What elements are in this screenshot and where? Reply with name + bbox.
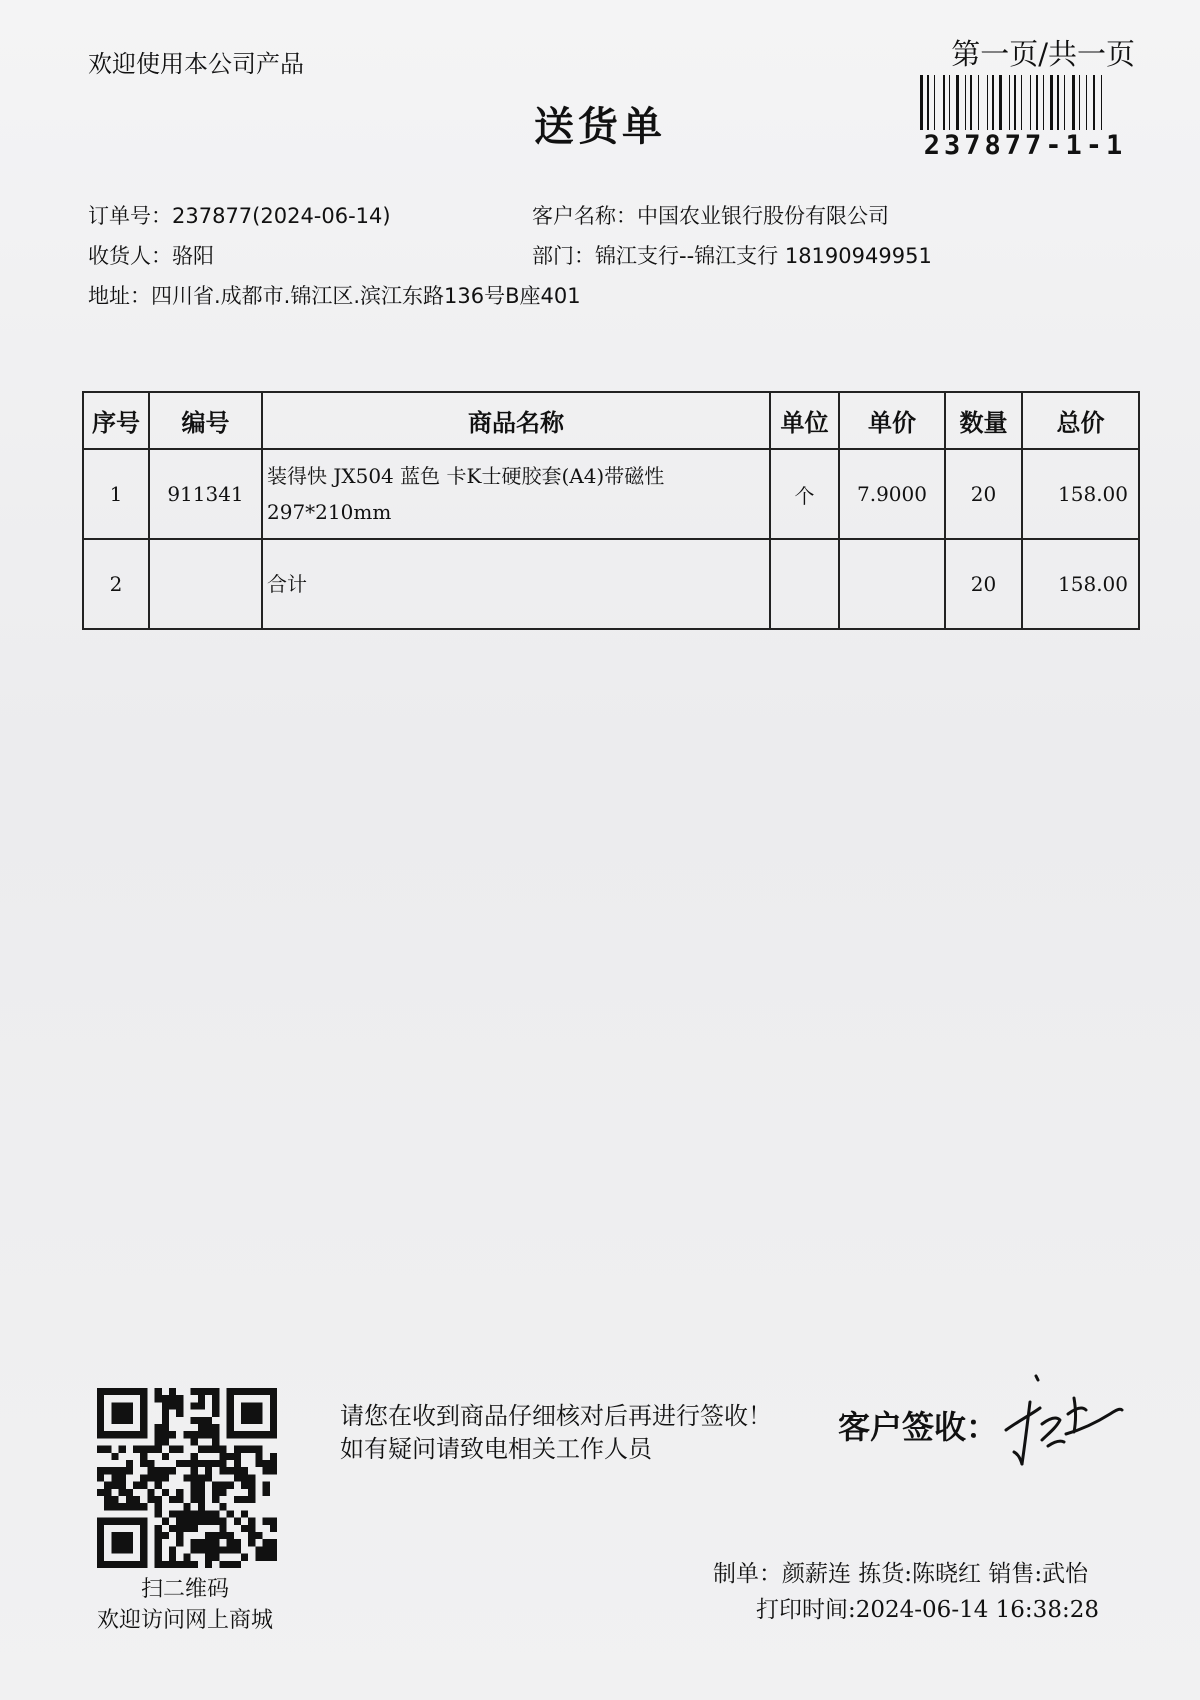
product-size-line: 297*210mm	[267, 500, 392, 524]
department: 部门：锦江支行--锦江支行 18190949951	[532, 244, 932, 268]
header-quantity: 数量	[945, 392, 1022, 449]
cell-code: 911341	[149, 449, 262, 539]
cell-unit-price: 7.9000	[839, 449, 945, 539]
document-title: 送货单	[534, 104, 666, 150]
header-seq: 序号	[83, 392, 149, 449]
cell-quantity: 20	[945, 539, 1022, 629]
cell-unit-price	[839, 539, 945, 629]
page-indicator: 第一页/共一页	[951, 37, 1135, 71]
qr-caption-scan: 扫二维码	[140, 1577, 229, 1602]
cell-total-price: 158.00	[1022, 539, 1139, 629]
customer-sign-label: 客户签收：	[838, 1408, 999, 1446]
address: 地址：四川省.成都市.锦江区.滨江东路136号B座401	[88, 284, 581, 308]
header-unit: 单位	[770, 392, 839, 449]
barcode-number: 237877-1-1	[923, 130, 1127, 161]
table-header-row	[83, 392, 1139, 449]
table-row-summary	[83, 539, 1139, 629]
header-code: 编号	[149, 392, 262, 449]
qr-code-icon[interactable]	[97, 1388, 277, 1568]
header-unit-price: 单价	[839, 392, 945, 449]
header-product-name: 商品名称	[262, 392, 770, 449]
staff-info: 制单：颜薪连 拣货:陈晓红 销售:武怡	[713, 1561, 1089, 1587]
cell-product-name	[262, 449, 770, 539]
cell-unit: 个	[770, 449, 839, 539]
print-time: 打印时间:2024-06-14 16:38:28	[756, 1597, 1099, 1623]
cell-quantity: 20	[945, 449, 1022, 539]
order-number: 订单号：237877(2024-06-14)	[88, 204, 391, 228]
items-table	[82, 391, 1140, 630]
cell-total-price: 158.00	[1022, 449, 1139, 539]
cell-code	[149, 539, 262, 629]
table-row	[83, 449, 1139, 539]
welcome-text: 欢迎使用本公司产品	[88, 50, 304, 78]
cell-product-name: 合计	[262, 539, 770, 629]
qr-caption-mall: 欢迎访问网上商城	[96, 1608, 273, 1633]
receiver-name: 收货人：骆阳	[88, 244, 214, 268]
cell-seq: 2	[83, 539, 149, 629]
cell-seq: 1	[83, 449, 149, 539]
customer-name: 客户名称：中国农业银行股份有限公司	[532, 204, 889, 228]
header-total-price: 总价	[1022, 392, 1139, 449]
cell-unit	[770, 539, 839, 629]
receipt-notice: 请您在收到商品仔细核对后再进行签收！如有疑问请致电相关工作人员	[340, 1402, 772, 1463]
product-name-line: 装得快 JX504 蓝色 卡K士硬胶套(A4)带磁性	[267, 464, 665, 488]
customer-signature	[990, 1368, 1130, 1478]
